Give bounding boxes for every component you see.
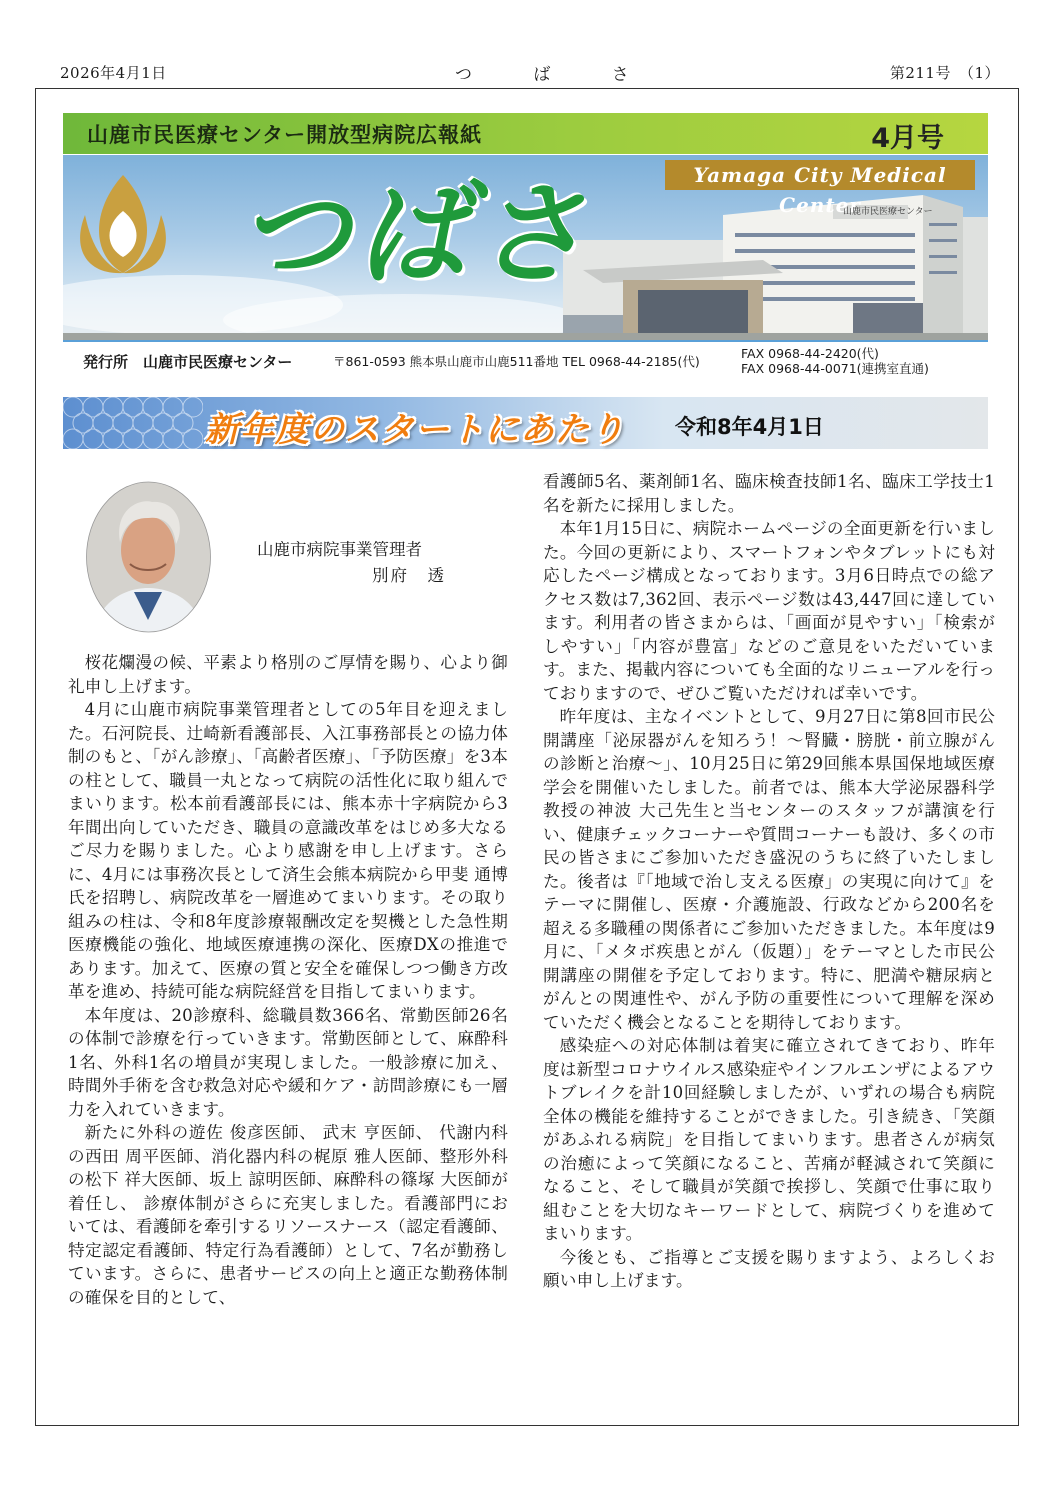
fax-liaison: FAX 0968-44-0071(連携室直通) — [741, 361, 929, 376]
article-right-column — [543, 470, 995, 1293]
paragraph: 4月に山鹿市病院事業管理者としての5年目を迎えました。石河院長、辻崎新看護部長、入江事務部長との協力体制のもと、「がん診療」、「高齢者医療」、「予防医療」を3本の柱として、職員一丸となって病院の活性化に取り組んでまいります。松本前看護部長には、熊本赤十字病院から3年間出向していただき、職員の意識改革をはじめ多大なるご尽力を賜りました。心より感謝を申し上げます。さらに、4月には事務次長として済生会熊本病院から甲斐 通博氏を招聘し、病院改革を一層進めてまいります。その取り組みの柱は、令和8年度診療報酬改定を契機とした急性期医療機能の強化、地域医療連携の深化、医療DXの推進であります。加えて、医療の質と安全を確保しつつ働き方改革を進め、持続可能な病院経営を目指してまいります。 — [68, 700, 508, 1001]
masthead-month: 4月号 — [871, 123, 944, 154]
masthead-title: 山鹿市民医療センター開放型病院広報紙 — [87, 123, 483, 147]
paragraph: 昨年度は、主なイベントとして、9月27日に第8回市民公開講座「泌尿器がんを知ろう！～腎臓・膀胱・前立腺がんの診断と治療～」、10月25日に第29回熊本県国保地域医療学会を開催いたしました。前者では、熊本大学泌尿器科学教授の神波 大己先生と当センターのスタッフが講演を行い、健康チェックコーナーや質問コーナーも設け、多くの市民の皆さまにご参加いただき盛況のうちに終了いたしました。後者は『「地域で治し支える医療」の実現に向けて』をテーマに開催し、医療・介護施設、行政などから200名を超える多職種の関係者にご参加いただきました。本年度は9月に、「メタボ疾患とがん（仮題）」をテーマとした市民公開講座の開催を予定しております。特に、肥満や糖尿病とがんとの関連性や、がん予防の重要性について理解を深めていただく機会となることを期待しております。 — [543, 707, 995, 1032]
paragraph: 本年1月15日に、病院ホームページの全面更新を行いました。今回の更新により、スマートフォンやタブレットにも対応したページ構成となっております。3月6日時点での総アクセス数は7,362回、表示ページ数は43,447回に達しています。利用者の皆さまからは、「画面が見やすい」「検索がしやすい」「内容が豊富」などのご意見をいただいています。また、掲載内容についても全面的なリニューアルを行っておりますので、ぜひご覧いただければ幸いです。 — [543, 519, 995, 703]
article-date: 令和8年4月1日 — [675, 415, 824, 439]
masthead-hero — [63, 155, 988, 340]
logo-wordmark: つばさ — [238, 170, 592, 300]
paragraph: 今後とも、ご指導とご支援を賜りますよう、よろしくお願い申し上げます。 — [543, 1247, 995, 1290]
paragraph: 桜花爛漫の候、平素より格別のご厚情を賜り、心より御礼申し上げます。 — [68, 653, 508, 696]
pattern-decoration-icon — [63, 397, 203, 449]
fax-numbers — [741, 346, 929, 376]
building-sign: 山鹿市民医療センター — [843, 207, 933, 217]
author-name: 別府 透 — [372, 566, 446, 585]
fax-main: FAX 0968-44-2420(代) — [741, 346, 879, 361]
paragraph: 感染症への対応体制は着実に確立されてきており、昨年度は新型コロナウイルス感染症やインフルエンザによるアウトブレイクを計10回経験しましたが、いずれの場合も病院全体の機能を維持することができました。引き続き、「笑顔があふれる病院」を目指してまいります。患者さんが病気の治癒によって笑顔になること、苦痛が軽減されて笑顔になること、そして職員が笑顔で挨拶し、笑顔で仕事に取り組むことを大切なキーワードとして、病院づくりを進めてまいります。 — [543, 1036, 995, 1243]
author-role: 山鹿市病院事業管理者 — [257, 540, 422, 559]
paragraph: 看護師5名、薬剤師1名、臨床検査技師1名、臨床工学技士1名を新たに採用しました。 — [543, 472, 995, 515]
paragraph: 新たに外科の遊佐 俊彦医師、 武末 亨医師、 代謝内科の西田 周平医師、消化器内科の梶原 雅人医師、整形外科の松下 祥大医師、坂上 諒明医師、麻酔科の篠塚 大医師が着任し、 診療体制がさらに充実しました。看護部門においては、看護師を牽引するリソースナース（認定看護師、特定認定看護師、特定行為看護師）として、7名が勤務しています。さらに、患者サービスの向上と適正な勤務体制の確保を目的として、 — [68, 1123, 508, 1307]
logo-emblem-icon — [80, 175, 166, 273]
publisher-info — [63, 340, 988, 384]
masthead-band — [63, 113, 988, 154]
article-headline-bar — [63, 397, 988, 449]
article-left-column — [68, 651, 508, 1309]
running-header-issue: 第211号 （1） — [889, 64, 1000, 82]
author-portrait — [84, 480, 213, 634]
author-byline — [257, 537, 446, 589]
postal-address: 〒861-0593 熊本県山鹿市山鹿511番地 TEL 0968-44-2185(代) — [333, 354, 700, 369]
running-header-title: つ ば さ — [455, 65, 657, 85]
running-header-date: 2026年4月1日 — [60, 64, 167, 82]
paragraph: 本年度は、20診療科、総職員数366名、常勤医師26名の体制で診療を行っていきます。常勤医師として、麻酔科1名、外科1名の増員が実現しました。一般診療に加え、時間外手術を含む救急対応や緩和ケア・訪問診療にも一層力を入れていきます。 — [68, 1005, 508, 1119]
publisher-name: 発行所 山鹿市民医療センター — [83, 353, 293, 371]
english-name-badge: Yamaga City Medical Center — [665, 160, 975, 190]
article-title: 新年度のスタートにあたり — [205, 410, 625, 450]
